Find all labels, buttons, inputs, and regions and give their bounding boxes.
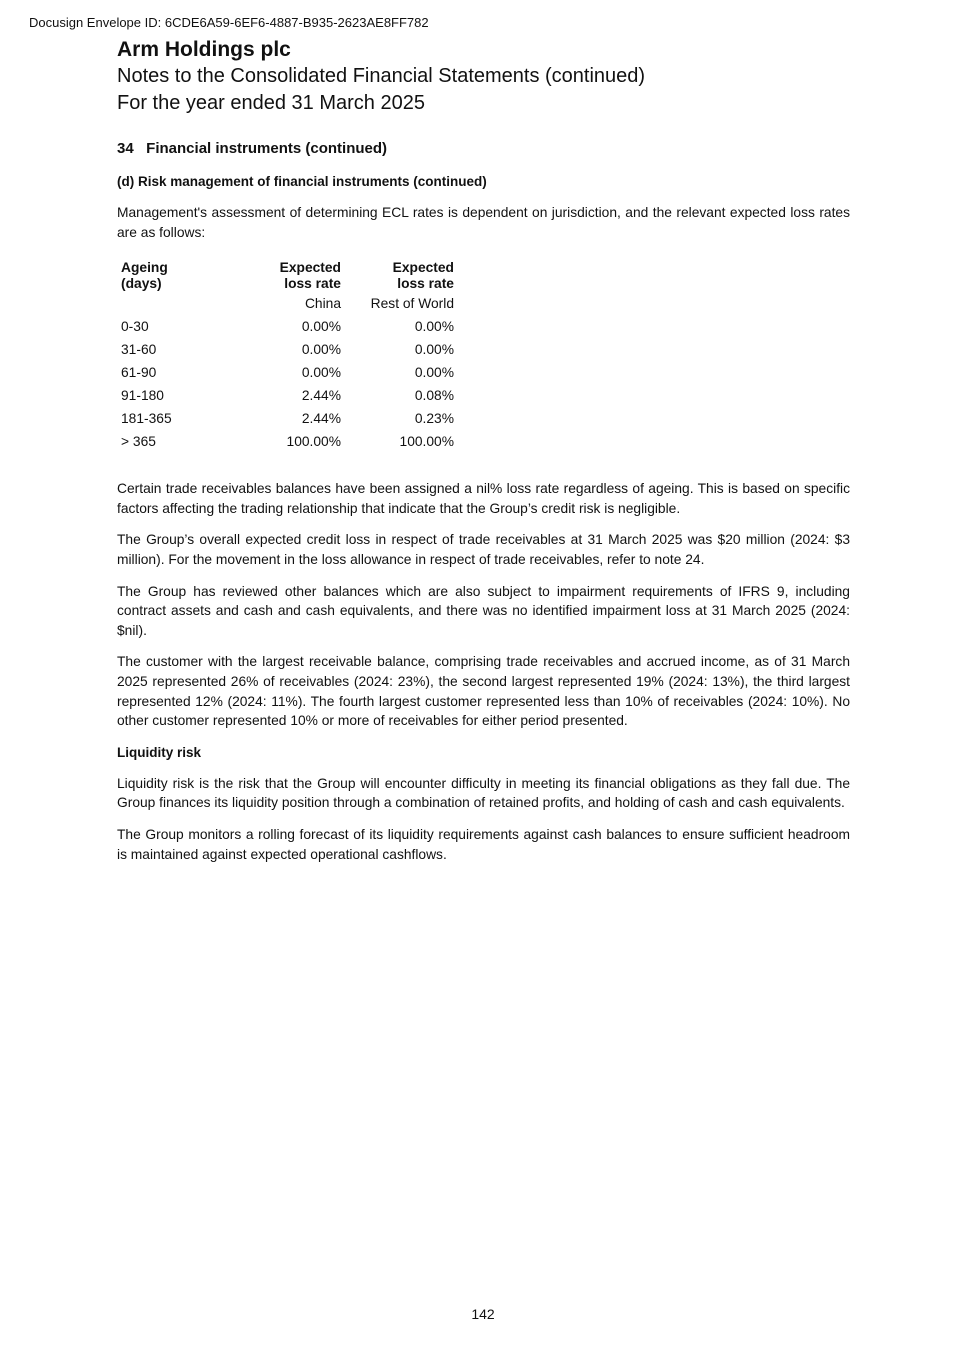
liquidity-paragraph: Liquidity risk is the risk that the Group will encounter difficulty in meeting its financial obligations as they fall due. The Group finances its liquidity position through a combination of retained profits, and holding of cash and cash equivalents. [117,775,850,811]
table-header-row [117,260,458,292]
liquidity-forecast-paragraph: The Group monitors a rolling forecast of its liquidity requirements against cash balances to ensure sufficient headroom is maintained against expected operational cashflows. [117,826,850,862]
page-number: 142 [471,1306,495,1322]
envelope-id: Docusign Envelope ID: 6CDE6A59-6EF6-4887-B935-2623AE8FF782 [29,15,429,30]
company-name: Arm Holdings plc [117,38,291,61]
table-row: > 365 100.00% 100.00% [121,433,454,449]
section-title: 34 Financial instruments (continued) [117,140,388,157]
ageing-header: Ageing (days) [121,260,168,292]
table-row: 31-60 0.00% 0.00% [121,341,454,357]
page-content [117,36,850,864]
customer-concentration-paragraph: The customer with the largest receivable balance, comprising trade receivables and accrued income, as of 31 March 2025 represented 26% of receivables (2024: 23%), the second largest represented 19% (2024: 13%), the third largest represented 12% (2024: 11%). The fourth largest customer represented less than 10% of receivables (2024: 10%). No other customer represented 10% or more of receivables for either period presented. [117,654,850,729]
liquidity-heading: Liquidity risk [117,744,202,760]
statement-title: Notes to the Consolidated Financial Statements (continued) [117,65,646,87]
subsection-title: (d) Risk management of financial instruments (continued) [117,174,487,189]
table-row: 181-365 2.44% 0.23% [121,410,454,426]
period-title: For the year ended 31 March 2025 [117,92,425,114]
region-row [117,292,458,315]
credit-loss-paragraph: The Group’s overall expected credit loss in respect of trade receivables at 31 March 2025 was $20 million (2024: $3 million). For the movement in the loss allowance in respect of trade receivables, refer to note 24. [117,532,850,567]
table-row: 0-30 0.00% 0.00% [121,318,454,334]
ecl-rate-table [117,260,458,453]
china-header: Expected loss rate [279,260,341,292]
table-row: 61-90 0.00% 0.00% [121,364,454,380]
impairment-paragraph: The Group has reviewed other balances which are also subject to impairment requirements of IFRS 9, including contract assets and cash and cash equivalents, and there was no identified impairment loss at 31 March 2025 (2024: $nil). [117,583,850,638]
region-rest-of-world: Rest of World [370,295,454,311]
nil-loss-paragraph: Certain trade receivables balances have been assigned a nil% loss rate regardless of ageing. This is based on specific factors affecting the trading relationship that indicate that the Group’s credit risk is negligible. [117,481,850,516]
region-china: China [304,295,341,311]
rest-of-world-header: Expected loss rate [392,260,454,292]
table-row: 91-180 2.44% 0.08% [121,387,454,403]
intro-paragraph: Management's assessment of determining ECL rates is dependent on jurisdiction, and the relevant expected loss rates are as follows: [117,205,850,240]
